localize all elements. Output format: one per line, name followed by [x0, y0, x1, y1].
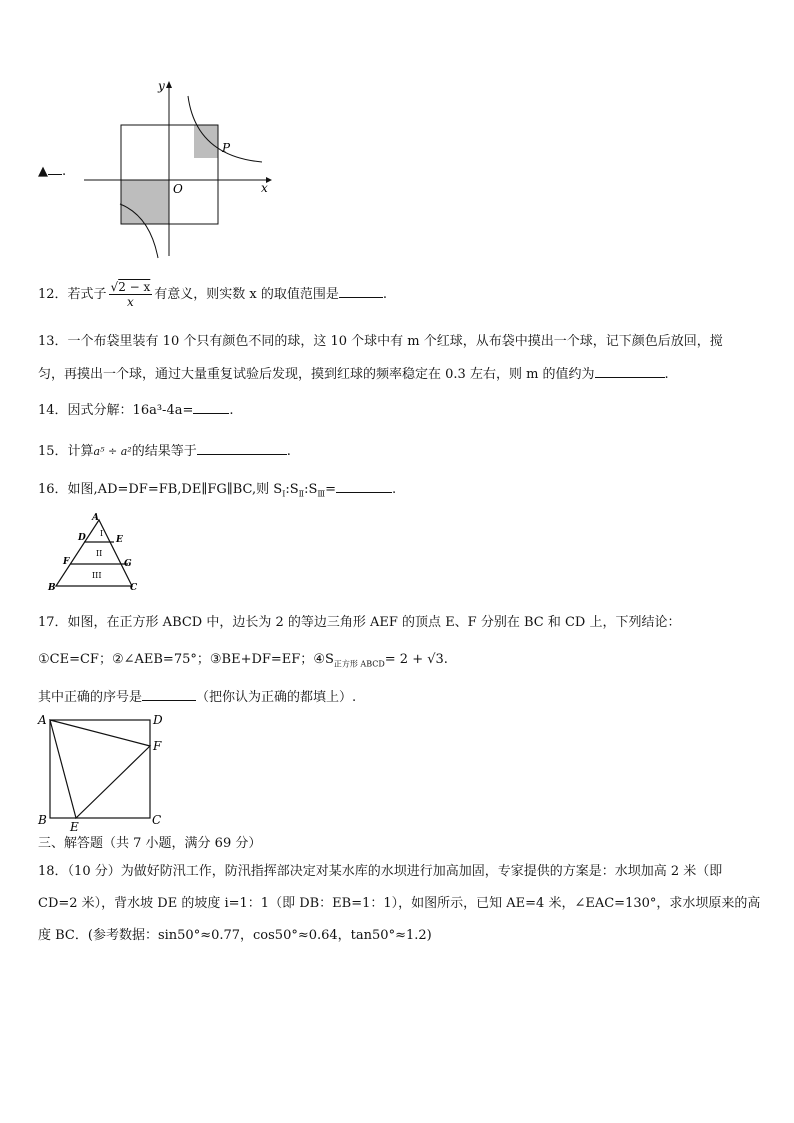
q14-text: 14．因式分解：16a³-4a=: [38, 403, 194, 418]
point-p-label: P: [222, 141, 231, 155]
label-b: B: [48, 583, 56, 593]
q17-figure: [34, 710, 174, 834]
fraction: [109, 280, 153, 309]
question-14: [38, 399, 234, 421]
q14-blank: [193, 399, 229, 414]
q17-blank: [142, 686, 196, 701]
y-axis-label: y: [158, 79, 165, 93]
q15-end: .: [286, 444, 291, 459]
label-d: D: [153, 713, 163, 727]
s1-subscript: Ⅰ: [282, 489, 286, 499]
conclusion-4-prefix: ④S: [313, 652, 334, 667]
q11-answer: [38, 160, 66, 182]
question-13-line-2: [38, 363, 669, 385]
label-a: A: [92, 513, 99, 523]
q12-suffix: 有意义，则实数 x 的取值范围是: [154, 287, 339, 302]
conclusion-4-subscript: 正方形 ABCD: [333, 659, 385, 669]
q16-sep-1: :S: [285, 482, 299, 497]
question-17-conclusions: [38, 650, 448, 675]
q11-blank: [48, 160, 62, 175]
region-1-label: I: [100, 529, 104, 538]
question-17-line-3: [38, 686, 356, 708]
q15-suffix: 的结果等于: [131, 444, 197, 459]
label-f: F: [63, 557, 70, 567]
conclusion-1: ①CE=CF；: [38, 652, 112, 667]
q11-end: .: [62, 164, 67, 179]
q16-blank: [336, 478, 392, 493]
label-b: B: [38, 813, 47, 827]
q16-sep-2: :S: [304, 482, 318, 497]
q11-figure: [80, 76, 280, 262]
triangle-aef: [50, 720, 150, 818]
square-abcd: [50, 720, 150, 818]
x-axis-label: x: [261, 181, 268, 195]
region-2-label: II: [96, 549, 103, 558]
fraction-numerator: √2 − x: [110, 280, 151, 294]
label-c: C: [152, 813, 162, 827]
q13-blank: [595, 363, 665, 378]
label-d: D: [78, 533, 86, 543]
q17-line-3-suffix: （把你认为正确的都填上）.: [196, 690, 357, 705]
answer-marker-icon: ▲: [38, 164, 48, 179]
conclusion-2: ②∠AEB=75°；: [111, 652, 210, 667]
fraction-denominator: x: [127, 295, 134, 309]
question-18-line-2: CD=2 米），背水坡 DE 的坡度 i=1：1（即 DB：EB=1：1），如图所示，已知 AE=4 米，∠EAC=130°，求水坝原来的高: [38, 896, 761, 911]
q13-line-2-text: 匀，再摸出一个球，通过大量重复试验后发现，摸到红球的频率稳定在 0.3 左右，则 m 的值约为: [38, 367, 595, 382]
q12-prefix: 12．若式子: [38, 287, 107, 302]
q16-figure: [44, 510, 144, 596]
q13-end: .: [664, 367, 669, 382]
label-g: G: [124, 559, 132, 569]
question-17-line-1: 17．如图，在正方形 ABCD 中，边长为 2 的等边三角形 AEF 的顶点 E、F 分别在 BC 和 CD 上，下列结论：: [38, 615, 681, 630]
question-13-line-1: 13．一个布袋里装有 10 个只有颜色不同的球，这 10 个球中有 m 个红球，从布袋中摸出一个球，记下颜色后放回，搅: [38, 334, 723, 349]
radicand: 2 − x: [118, 280, 151, 294]
shaded-region-bottom-left: [121, 180, 169, 224]
q16-end: .: [392, 482, 397, 497]
q16-text: 16．如图,AD=DF=FB,DE∥FG∥BC,则 S: [38, 482, 283, 497]
q17-line-3-prefix: 其中正确的序号是: [38, 690, 143, 705]
shaded-region-top-right: [194, 125, 218, 158]
region-3-label: III: [92, 571, 102, 580]
question-16: [38, 478, 396, 505]
origin-label: O: [173, 182, 183, 196]
question-18-line-3: 度 BC．(参考数据：sin50°≈0.77，cos50°≈0.64，tan50°≈1.2): [38, 928, 432, 943]
label-a: A: [38, 713, 47, 727]
question-12: [38, 280, 387, 309]
conclusion-3: ③BE+DF=EF；: [209, 652, 314, 667]
q15-blank: [197, 440, 287, 455]
label-e: E: [116, 535, 123, 545]
q14-end: .: [229, 403, 234, 418]
question-18-line-1: 18．（10 分）为做好防汛工作，防汛指挥部决定对某水库的水坝进行加高加固，专家提供的方案是：水坝加高 2 米（即: [38, 864, 723, 879]
conclusion-4-value: = 2 + √3: [384, 652, 444, 667]
q16-eq: =: [325, 482, 337, 497]
label-e: E: [70, 820, 79, 834]
s2-subscript: Ⅱ: [298, 489, 305, 499]
question-15: [38, 440, 291, 462]
q12-end: .: [382, 287, 388, 302]
q12-blank: [339, 283, 383, 298]
s3-subscript: Ⅲ: [317, 489, 326, 499]
y-axis-arrow-icon: [166, 81, 172, 88]
conclusion-4-end: .: [443, 652, 448, 667]
label-f: F: [153, 739, 162, 753]
q15-expression: a⁵ ÷ a²: [93, 445, 132, 458]
label-c: C: [130, 583, 138, 593]
q15-prefix: 15．计算: [38, 444, 94, 459]
section-3-title: 三、解答题（共 7 小题，满分 69 分）: [38, 836, 262, 851]
